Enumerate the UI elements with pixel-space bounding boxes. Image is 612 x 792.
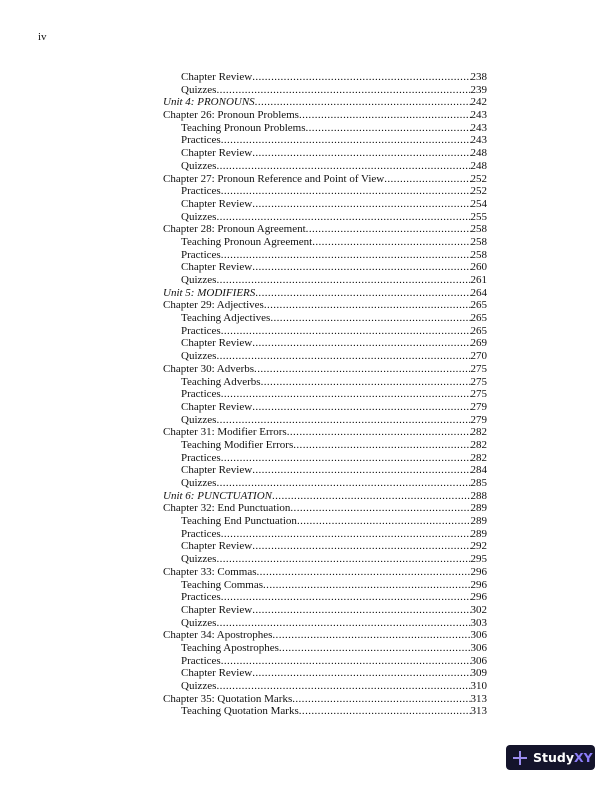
dot-leader	[272, 629, 470, 642]
toc-entry-title: Unit 6: PUNCTUATION	[163, 489, 272, 502]
toc-entry-title: Chapter 26: Pronoun Problems	[163, 109, 299, 122]
toc-entry	[163, 109, 487, 122]
toc-entry-title: Practices	[181, 654, 221, 667]
plus-icon	[513, 751, 527, 765]
toc-entry	[163, 591, 487, 604]
toc-entry-page: 258	[470, 223, 487, 236]
dot-leader	[292, 693, 470, 706]
toc-entry	[163, 604, 487, 617]
toc-entry-page: 248	[470, 159, 487, 172]
dot-leader	[216, 350, 470, 363]
toc-entry-page: 288	[470, 489, 487, 502]
toc-entry-title: Chapter Review	[181, 197, 253, 210]
toc-entry	[163, 388, 487, 401]
toc-entry-title: Practices	[181, 185, 221, 198]
toc-entry-page: 243	[470, 121, 487, 134]
dot-leader	[252, 540, 470, 553]
toc-entry-page: 306	[470, 641, 487, 654]
dot-leader	[221, 388, 471, 401]
toc-entry	[163, 249, 487, 262]
toc-entry-page: 243	[470, 134, 487, 147]
toc-entry-title: Teaching Adjectives	[181, 312, 271, 325]
toc-entry	[163, 502, 487, 515]
dot-leader	[270, 312, 470, 325]
dot-leader	[384, 173, 470, 186]
dot-leader	[252, 261, 470, 274]
dot-leader	[279, 642, 471, 655]
toc-entry-title: Quizzes	[181, 553, 217, 566]
toc-entry-title: Teaching Apostrophes	[181, 641, 279, 654]
toc-entry-title: Chapter Review	[181, 147, 253, 160]
toc-entry-title: Teaching End Punctuation	[181, 515, 297, 528]
dot-leader	[257, 566, 471, 579]
toc-entry-title: Quizzes	[181, 210, 217, 223]
toc-entry-title: Teaching Commas	[181, 578, 264, 591]
toc-entry	[163, 579, 487, 592]
toc-entry	[163, 553, 487, 566]
toc-entry	[163, 337, 487, 350]
toc-entry-title: Quizzes	[181, 350, 217, 363]
toc-entry-page: 269	[470, 337, 487, 350]
toc-entry-page: 289	[470, 515, 487, 528]
toc-entry-page: 310	[470, 680, 487, 692]
toc-entry-title: Chapter 33: Commas	[163, 565, 257, 578]
dot-leader	[216, 553, 470, 566]
toc-entry-page: 279	[470, 400, 487, 413]
toc-entry	[163, 160, 487, 173]
toc-entry-title: Chapter Review	[181, 603, 253, 616]
dot-leader	[306, 122, 471, 135]
dot-leader	[261, 376, 471, 389]
toc-entry	[163, 401, 487, 414]
dot-leader	[252, 71, 470, 84]
dot-leader	[272, 490, 471, 503]
toc-entry	[163, 655, 487, 668]
toc-entry-page: 282	[470, 426, 487, 439]
toc-entry-title: Practices	[181, 324, 221, 337]
toc-entry-title: Chapter Review	[181, 261, 253, 274]
toc-entry	[163, 287, 487, 300]
toc-entry	[163, 84, 487, 97]
toc-entry-page: 239	[470, 83, 487, 96]
dot-leader	[252, 337, 470, 350]
toc-entry	[163, 414, 487, 427]
toc-entry-title: Quizzes	[181, 680, 217, 692]
dot-leader	[221, 325, 471, 338]
toc-entry-title: Chapter Review	[181, 400, 253, 413]
toc-entry-page: 284	[470, 464, 487, 477]
toc-entry	[163, 173, 487, 186]
toc-entry-page: 258	[470, 248, 487, 261]
toc-entry	[163, 147, 487, 160]
toc-entry-title: Practices	[181, 591, 221, 604]
toc-entry-page: 306	[470, 654, 487, 667]
toc-entry-title: Practices	[181, 451, 221, 464]
dot-leader	[255, 96, 471, 109]
toc-entry-page: 296	[470, 591, 487, 604]
toc-entry-title: Teaching Pronoun Problems	[181, 121, 306, 134]
dot-leader	[255, 287, 470, 300]
toc-entry-page: 275	[470, 388, 487, 401]
toc-entry-title: Practices	[181, 134, 221, 147]
toc-entry	[163, 350, 487, 363]
dot-leader	[263, 579, 470, 592]
toc-entry-title: Chapter Review	[181, 337, 253, 350]
toc-entry	[163, 198, 487, 211]
toc-entry-title: Chapter 29: Adjectives	[163, 299, 264, 312]
toc-entry	[163, 680, 487, 693]
toc-entry	[163, 490, 487, 503]
toc-entry-page: 242	[470, 96, 487, 109]
logo-text-study: Study	[533, 750, 574, 765]
dot-leader	[306, 223, 471, 236]
toc-entry-title: Quizzes	[181, 413, 217, 426]
toc-entry	[163, 452, 487, 465]
toc-entry-page: 295	[470, 553, 487, 566]
toc-entry	[163, 274, 487, 287]
toc-entry	[163, 236, 487, 249]
toc-entry-page: 296	[470, 578, 487, 591]
toc-entry-title: Unit 5: MODIFIERS	[163, 286, 256, 299]
toc-entry	[163, 439, 487, 452]
toc-entry-page: 282	[470, 438, 487, 451]
dot-leader	[221, 528, 471, 541]
toc-entry	[163, 185, 487, 198]
toc-entry-title: Chapter Review	[181, 71, 253, 83]
dot-leader	[252, 147, 470, 160]
dot-leader	[216, 617, 470, 630]
toc-entry-title: Practices	[181, 248, 221, 261]
dot-leader	[216, 477, 470, 490]
dot-leader	[297, 515, 471, 528]
toc-entry-title: Chapter 34: Apostrophes	[163, 629, 273, 642]
toc-entry-page: 252	[470, 185, 487, 198]
toc-entry-title: Chapter Review	[181, 667, 253, 680]
toc-entry-page: 261	[470, 274, 487, 286]
toc-entry	[163, 223, 487, 236]
toc-entry-page: 275	[470, 362, 487, 375]
toc-entry	[163, 299, 487, 312]
dot-leader	[221, 185, 471, 198]
toc-entry-title: Chapter Review	[181, 464, 253, 477]
toc-entry-page: 303	[470, 616, 487, 629]
toc-entry-page: 265	[470, 312, 487, 325]
toc-entry	[163, 134, 487, 147]
toc-entry-page: 296	[470, 565, 487, 578]
dot-leader	[312, 236, 470, 249]
toc-entry-title: Teaching Modifier Errors	[181, 438, 294, 451]
toc-entry	[163, 528, 487, 541]
toc-entry-page: 258	[470, 235, 487, 248]
toc-entry-page: 292	[470, 540, 487, 553]
toc-entry-title: Unit 4: PRONOUNS	[163, 96, 255, 109]
toc-entry-page: 282	[470, 451, 487, 464]
dot-leader	[221, 591, 471, 604]
toc-entry	[163, 312, 487, 325]
toc-entry-page: 285	[470, 477, 487, 489]
toc-entry-page: 255	[470, 210, 487, 223]
toc-entry	[163, 325, 487, 338]
toc-entry-page: 270	[470, 350, 487, 363]
toc-entry	[163, 71, 487, 84]
toc-entry-title: Chapter 30: Adverbs	[163, 362, 255, 375]
dot-leader	[252, 604, 470, 617]
dot-leader	[290, 502, 470, 515]
toc-entry-title: Practices	[181, 527, 221, 540]
toc-entry	[163, 566, 487, 579]
toc-entry-page: 313	[470, 692, 487, 705]
dot-leader	[254, 363, 470, 376]
dot-leader	[299, 109, 471, 122]
toc-entry	[163, 261, 487, 274]
dot-leader	[221, 655, 471, 668]
dot-leader	[221, 134, 471, 147]
toc-entry	[163, 96, 487, 109]
toc-entry-page: 309	[470, 667, 487, 680]
dot-leader	[216, 680, 470, 693]
toc-entry	[163, 540, 487, 553]
toc-entry	[163, 426, 487, 439]
dot-leader	[252, 401, 470, 414]
toc-entry-page: 289	[470, 502, 487, 515]
toc-entry	[163, 629, 487, 642]
toc-entry	[163, 122, 487, 135]
dot-leader	[293, 439, 470, 452]
toc-entry	[163, 376, 487, 389]
toc-entry-page: 254	[470, 197, 487, 210]
dot-leader	[252, 464, 470, 477]
toc-entry-title: Teaching Adverbs	[181, 375, 261, 388]
toc-entry-title: Quizzes	[181, 159, 217, 172]
toc-entry	[163, 477, 487, 490]
dot-leader	[221, 249, 471, 262]
page-number: iv	[38, 31, 47, 43]
toc-entry-page: 313	[470, 705, 487, 718]
toc-entry-title: Chapter 35: Quotation Marks	[163, 692, 293, 705]
toc-entry-page: 306	[470, 629, 487, 642]
toc-entry-title: Teaching Quotation Marks	[181, 705, 299, 718]
logo-text-xy: XY	[573, 750, 593, 765]
toc-entry	[163, 667, 487, 680]
table-of-contents	[163, 71, 487, 718]
toc-entry-page: 275	[470, 375, 487, 388]
toc-entry	[163, 693, 487, 706]
toc-entry-page: 265	[470, 299, 487, 312]
toc-entry	[163, 642, 487, 655]
dot-leader	[216, 84, 470, 97]
dot-leader	[216, 160, 470, 173]
toc-entry	[163, 515, 487, 528]
toc-entry-title: Quizzes	[181, 477, 217, 489]
dot-leader	[252, 198, 470, 211]
toc-entry-page: 252	[470, 172, 487, 185]
dot-leader	[299, 705, 471, 718]
toc-entry-title: Teaching Pronoun Agreement	[181, 235, 313, 248]
toc-entry	[163, 617, 487, 630]
toc-entry-page: 238	[470, 71, 487, 83]
toc-entry-page: 289	[470, 527, 487, 540]
toc-entry	[163, 705, 487, 718]
toc-entry-title: Quizzes	[181, 274, 217, 286]
toc-entry	[163, 464, 487, 477]
toc-entry-title: Chapter 32: End Punctuation	[163, 502, 291, 515]
toc-entry-title: Chapter 28: Pronoun Agreement	[163, 223, 306, 236]
toc-entry-title: Quizzes	[181, 616, 217, 629]
studyxy-logo	[506, 745, 595, 770]
dot-leader	[287, 426, 471, 439]
toc-entry-page: 279	[470, 413, 487, 426]
toc-entry-page: 302	[470, 603, 487, 616]
toc-entry-title: Chapter 31: Modifier Errors	[163, 426, 287, 439]
toc-entry-title: Practices	[181, 388, 221, 401]
dot-leader	[221, 452, 471, 465]
dot-leader	[216, 274, 470, 287]
toc-entry-title: Chapter Review	[181, 540, 253, 553]
toc-entry-title: Quizzes	[181, 83, 217, 96]
toc-entry-page: 243	[470, 109, 487, 122]
toc-entry-page: 264	[470, 286, 487, 299]
toc-entry-page: 265	[470, 324, 487, 337]
dot-leader	[216, 211, 470, 224]
dot-leader	[252, 667, 470, 680]
toc-entry-page: 260	[470, 261, 487, 274]
dot-leader	[216, 414, 470, 427]
toc-entry	[163, 363, 487, 376]
dot-leader	[264, 299, 471, 312]
toc-entry	[163, 211, 487, 224]
toc-entry-page: 248	[470, 147, 487, 160]
toc-entry-title: Chapter 27: Pronoun Reference and Point of View	[163, 172, 385, 185]
